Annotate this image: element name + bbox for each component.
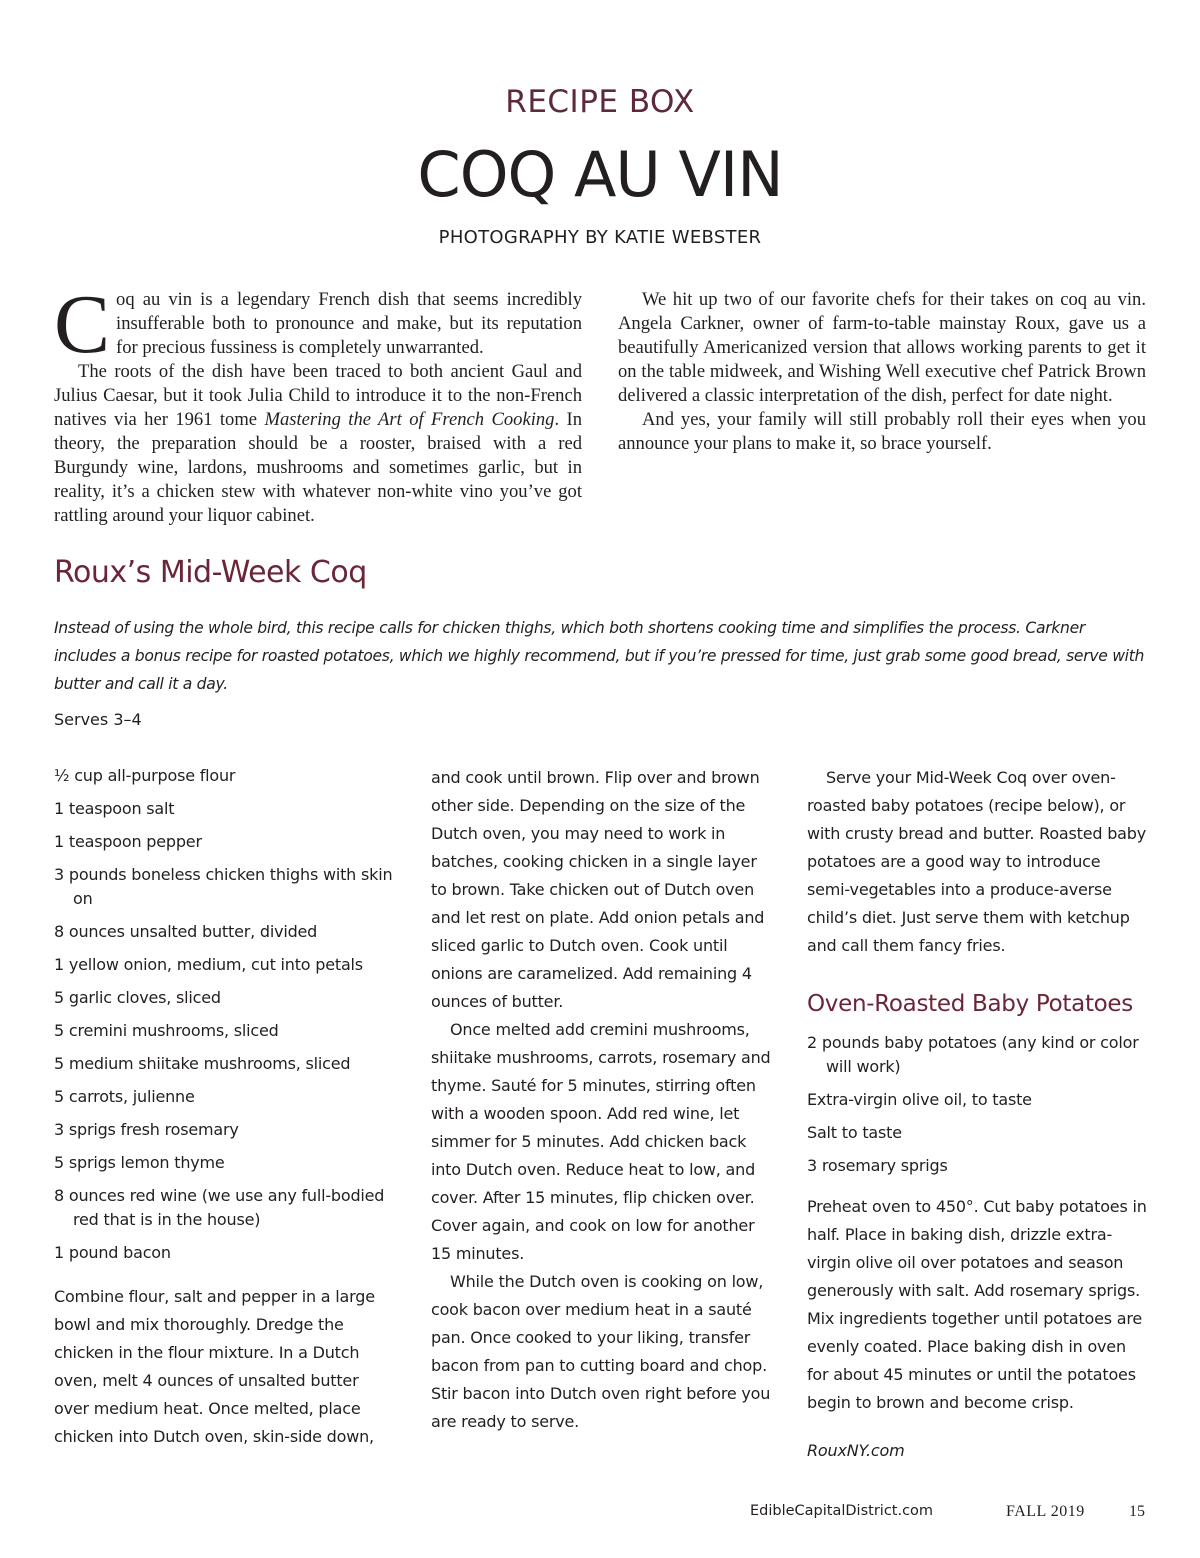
serving-suggestion: Serve your Mid-Week Coq over oven-roasted baby potatoes (recipe below), or with crusty bread and butter. Roasted baby potatoes are a good way to introduce semi-vegetables into a produce-averse child’s diet. Just serve them with ketchup and call them fancy fries. — [807, 768, 1147, 955]
page-number: 15 — [1129, 1503, 1145, 1520]
ingredient-item: 5 medium shiitake mushrooms, sliced — [54, 1054, 351, 1073]
recipe-column-2 — [431, 764, 771, 1436]
ingredient-list — [54, 764, 398, 1265]
ingredient-item: ½ cup all-purpose flour — [54, 766, 236, 785]
drop-cap: C — [54, 278, 111, 371]
ingredient-item: 1 teaspoon salt — [54, 799, 175, 818]
method-paragraph-1-continued: and cook until brown. Flip over and brown other side. Depending on the size of the Dutch oven, you may need to work in batches, cooking chicken in a single layer to brown. Take chicken out of Dutch oven and let rest on plate. Add onion petals and sliced garlic to Dutch oven. Cook until onions are caramelized. Add remaining 4 ounces of butter. — [431, 768, 765, 1011]
book-title: Mastering the Art of French Cooking — [264, 409, 555, 430]
intro-paragraph-2-end: . In theory, the preparation should be a rooster, braised with a red Burgundy wine, lardons, mushrooms and sometimes garlic, but in reality, it’s a chicken stew with whatever non-white vino you’ve got rattling around your liquor cabinet. — [54, 409, 582, 526]
ingredient-item: 5 cremini mushrooms, sliced — [54, 1021, 279, 1040]
ingredient-item: 1 pound bacon — [54, 1243, 171, 1262]
footer-website: EdibleCapitalDistrict.com — [750, 1503, 934, 1519]
ingredient-item: 5 sprigs lemon thyme — [54, 1153, 225, 1172]
potatoes-title: Oven-Roasted Baby Potatoes — [807, 991, 1133, 1017]
recipe-description: Instead of using the whole bird, this recipe calls for chicken thighs, which both shortens cooking time and simplifies the process. Carkner includes a bonus recipe for roasted potatoes, which we highly recommend, but if you’re pressed for time, just grab some good bread, serve with butter and call it a day. — [54, 619, 1145, 693]
photo-credit: PHOTOGRAPHY BY KATIE WEBSTER — [438, 227, 762, 248]
method-paragraph-2: Once melted add cremini mushrooms, shiitake mushrooms, carrots, rosemary and thyme. Sauté for 5 minutes, stirring often with a wooden spoon. Add red wine, let simmer for 5 minutes. Add chicken back into Dutch oven. Reduce heat to low, and cover. After 15 minutes, flip chicken over. Cover again, and cook on low for another 15 minutes. — [431, 1020, 771, 1263]
section-kicker: RECIPE BOX — [505, 84, 695, 120]
recipe-column-1 — [54, 764, 398, 1451]
intro-paragraph-2 — [54, 360, 582, 528]
intro-paragraph-1 — [54, 278, 582, 371]
ingredient-item: 8 ounces unsalted butter, divided — [54, 922, 318, 941]
intro-paragraph-2-text: The roots of the dish have been traced to both ancient Gaul and Julius Caesar, but it took Julia Child to introduce it to the non-French natives via her 1961 tome — [54, 361, 582, 430]
intro-paragraph-4: And yes, your family will still probably roll their eyes when you announce your plans to make it, so brace yourself. — [618, 409, 1146, 454]
footer-issue: FALL 2019 — [1006, 1503, 1085, 1520]
ingredient-item: Extra-virgin olive oil, to taste — [807, 1090, 1032, 1109]
potato-ingredient-list — [807, 1031, 1147, 1178]
ingredient-item: 3 rosemary sprigs — [807, 1156, 948, 1175]
method-paragraph-1: Combine flour, salt and pepper in a large bowl and mix thoroughly. Dredge the chicken in the flour mixture. In a Dutch oven, melt 4 ounces of unsalted butter over medium heat. Once melted, place chicken into Dutch oven, skin-side down, — [54, 1287, 375, 1446]
recipe-title: Roux’s Mid-Week Coq — [54, 555, 367, 590]
intro-column-left — [54, 278, 582, 528]
ingredient-item: 8 ounces red wine (we use any full-bodied red that is in the house) — [54, 1186, 385, 1229]
ingredient-item: Salt to taste — [807, 1123, 902, 1142]
recipe-column-3 — [807, 764, 1147, 1465]
ingredient-item: 3 sprigs fresh rosemary — [54, 1120, 239, 1139]
ingredient-item: 5 garlic cloves, sliced — [54, 988, 221, 1007]
source-link[interactable]: RouxNY.com — [807, 1441, 905, 1460]
servings: Serves 3–4 — [54, 710, 142, 729]
potatoes-method: Preheat oven to 450°. Cut baby potatoes in half. Place in baking dish, drizzle extra-virgin olive oil over potatoes and season generously with salt. Add rosemary sprigs. Mix ingredients together until potatoes are evenly coated. Place baking dish in oven for about 45 minutes or until the potatoes begin to brown and become crisp. — [807, 1197, 1147, 1412]
ingredient-item: 1 teaspoon pepper — [54, 832, 202, 851]
method-paragraph-3: While the Dutch oven is cooking on low, cook bacon over medium heat in a sauté pan. Once cooked to your liking, transfer bacon from pan to cutting board and chop. Stir bacon into Dutch oven right before you are ready to serve. — [431, 1272, 771, 1431]
article-title: COQ AU VIN — [417, 138, 783, 211]
ingredient-item: 3 pounds boneless chicken thighs with skin on — [54, 865, 393, 908]
ingredient-item: 2 pounds baby potatoes (any kind or color will work) — [807, 1033, 1139, 1076]
intro-column-right — [618, 288, 1146, 456]
intro-paragraph-1-text: oq au vin is a legendary French dish that seems incredibly insufferable both to pronounce and make, but its reputation for precious fussiness is completely unwarranted. — [116, 289, 582, 358]
ingredient-item: 1 yellow onion, medium, cut into petals — [54, 955, 363, 974]
ingredient-item: 5 carrots, julienne — [54, 1087, 195, 1106]
intro-paragraph-3: We hit up two of our favorite chefs for their takes on coq au vin. Angela Carkner, owner of farm-to-table mainstay Roux, gave us a beautifully Americanized version that allows working parents to get it on the table midweek, and Wishing Well executive chef Patrick Brown delivered a classic interpretation of the dish, perfect for date night. — [618, 289, 1146, 406]
